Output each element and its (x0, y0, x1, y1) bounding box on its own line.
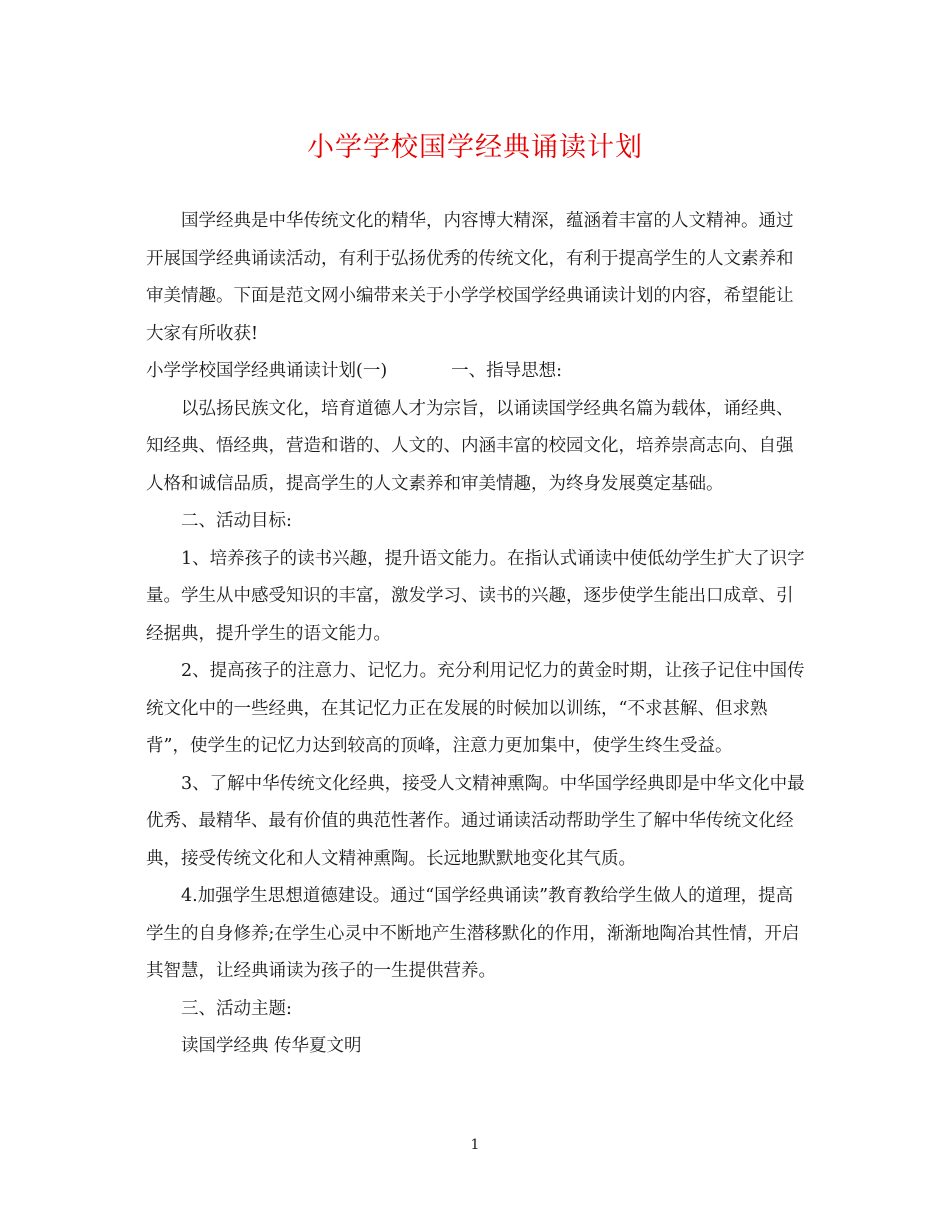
document-body (146, 203, 806, 1066)
goal-paragraph-1: 1、培养孩子的读书兴趣，提升语文能力。在指认式诵读中使低幼学生扩大了识字量。学生从中感受知识的丰富，激发学习、读书的兴趣，逐步使学生能出口成章、引经据典，提升学生的语文能力。 (146, 548, 805, 644)
section2-heading: 二、活动目标: (181, 511, 292, 531)
section1-heading: 一、指导思想: (451, 361, 563, 381)
plan-heading: 小学学校国学经典诵读计划(一) (146, 361, 388, 381)
document-title: 小学学校国学经典诵读计划 (307, 132, 643, 163)
section1-paragraph: 以弘扬民族文化，培育道德人才为宗旨，以诵读国学经典名篇为载体，诵经典、知经典、悟经典，营造和谐的、人文的、内涵丰富的校园文化，培养崇高志向、自强人格和诚信品质，提高学生的人文素养和审美情趣，为终身发展奠定基础。 (146, 398, 794, 494)
goal-paragraph-3: 3、了解中华传统文化经典，接受人文精神熏陶。中华国学经典即是中华文化中最优秀、最精华、最有价值的典范性著作。通过诵读活动帮助学生了解中华传统文化经典，接受传统文化和人文精神熏陶。长远地默默地变化其气质。 (146, 773, 805, 869)
intro-paragraph: 国学经典是中华传统文化的精华，内容博大精深，蕴涵着丰富的人文精神。通过开展国学经典诵读活动，有利于弘扬优秀的传统文化，有利于提高学生的人文素养和审美情趣。下面是范文网小编带来关于小学学校国学经典诵读计划的内容，希望能让大家有所收获! (146, 211, 794, 344)
goal-paragraph-4: 4.加强学生思想道德建设。通过“国学经典诵读”教育教给学生做人的道理，提高学生的自身修养;在学生心灵中不断地产生潜移默化的作用，渐渐地陶冶其性情，开启其智慧，让经典诵读为孩子的一生提供营养。 (146, 886, 800, 981)
section3-heading: 三、活动主题: (181, 998, 292, 1019)
plan-heading-line (146, 353, 806, 391)
theme-line: 读国学经典 传华夏文明 (181, 1036, 362, 1056)
goal-paragraph-2: 2、提高孩子的注意力、记忆力。充分利用记忆力的黄金时期，让孩子记住中国传统文化中的一些经典，在其记忆力正在发展的时候加以训练，“不求甚解、但求熟背”，使学生的记忆力达到较高的顶峰，注意力更加集中，使学生终生受益。 (146, 661, 805, 756)
page-number: 1 (470, 1137, 480, 1153)
